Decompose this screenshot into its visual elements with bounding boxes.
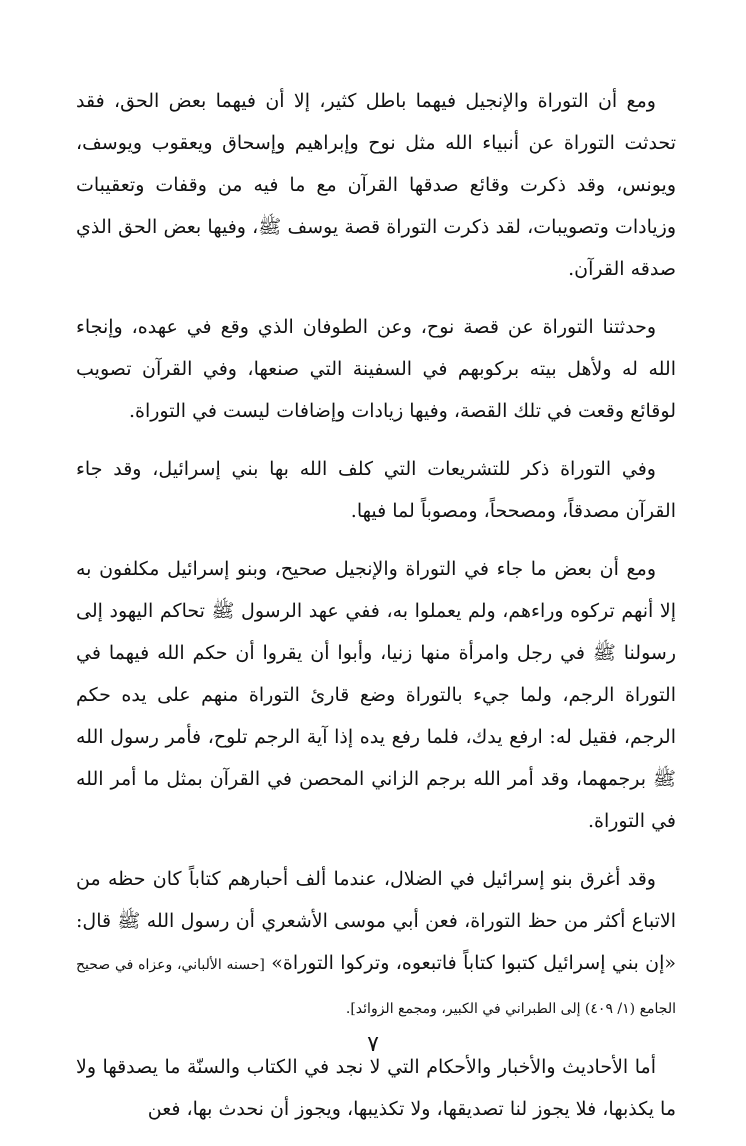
hadith-reference: [حسنه الألباني، وعزاه في صحيح الجامع (١/ ٤٠٩) إلى الطبراني في الكبير، ومجمع الزوائد]. xyxy=(76,957,676,1017)
paragraph-3: وفي التوراة ذكر للتشريعات التي كلف الله بها بني إسرائيل، وقد جاء القرآن مصدقاً، ومصححاً، ومصوباً لما فيها. xyxy=(76,458,676,522)
paragraph-2: وحدثتنا التوراة عن قصة نوح، وعن الطوفان الذي وقع في عهده، وإنجاء الله له ولأهل بيته بركوبهم في السفينة التي صنعها، وفي القرآن تصويب لوقائع وقعت في تلك القصة، وفيها زيادات وإضافات ليست في التوراة. xyxy=(76,316,676,422)
page-body xyxy=(76,80,676,1146)
page-number: ٧ xyxy=(367,1032,379,1057)
paragraph-5-hadith xyxy=(76,858,676,1030)
paragraph-1: ومع أن التوراة والإنجيل فيهما باطل كثير، إلا أن فيهما بعض الحق، فقد تحدثت التوراة عن أنبياء الله مثل نوح وإبراهيم وإسحاق ويعقوب ويوسف، ويونس، وقد ذكرت وقائع صدقها القرآن مع ما فيه من وقفات وتعقيبات وزيادات وتصويبات، لقد ذكرت التوراة قصة يوسف ﷺ، وفيها بعض الحق الذي صدقه القرآن. xyxy=(76,90,676,280)
paragraph-6: أما الأحاديث والأخبار والأحكام التي لا نجد في الكتاب والسنّة ما يصدقها ولا ما يكذبها، فلا يجوز لنا تصديقها، ولا تكذيبها، ويجوز أن نحدث بها، فعن xyxy=(76,1056,676,1120)
paragraph-4: ومع أن بعض ما جاء في التوراة والإنجيل صحيح، وبنو إسرائيل مكلفون به إلا أنهم تركوه وراءهم، ولم يعملوا به، ففي عهد الرسول ﷺ تحاكم اليهود إلى رسولنا ﷺ في رجل وامرأة منها زنيا، وأبوا أن يقروا أن حكم الله فيهما في التوراة الرجم، ولما جيء بالتوراة وضع قارئ التوراة منهم على يده حكم الرجم، فقيل له: ارفع يدك، فلما رفع يده إذا آية الرجم تلوح، فأمر رسول الله ﷺ برجمهما، وقد أمر الله برجم الزاني المحصن في القرآن بمثل ما أمر الله في التوراة. xyxy=(76,558,676,832)
hadith-text: وقد أغرق بنو إسرائيل في الضلال، عندما ألف أحبارهم كتاباً كان حظه من الاتباع أكثر من حظ التوراة، فعن أبي موسى الأشعري أن رسول الله ﷺ قال: «إن بني إسرائيل كتبوا كتاباً فاتبعوه، وتركوا التوراة» xyxy=(76,868,676,974)
